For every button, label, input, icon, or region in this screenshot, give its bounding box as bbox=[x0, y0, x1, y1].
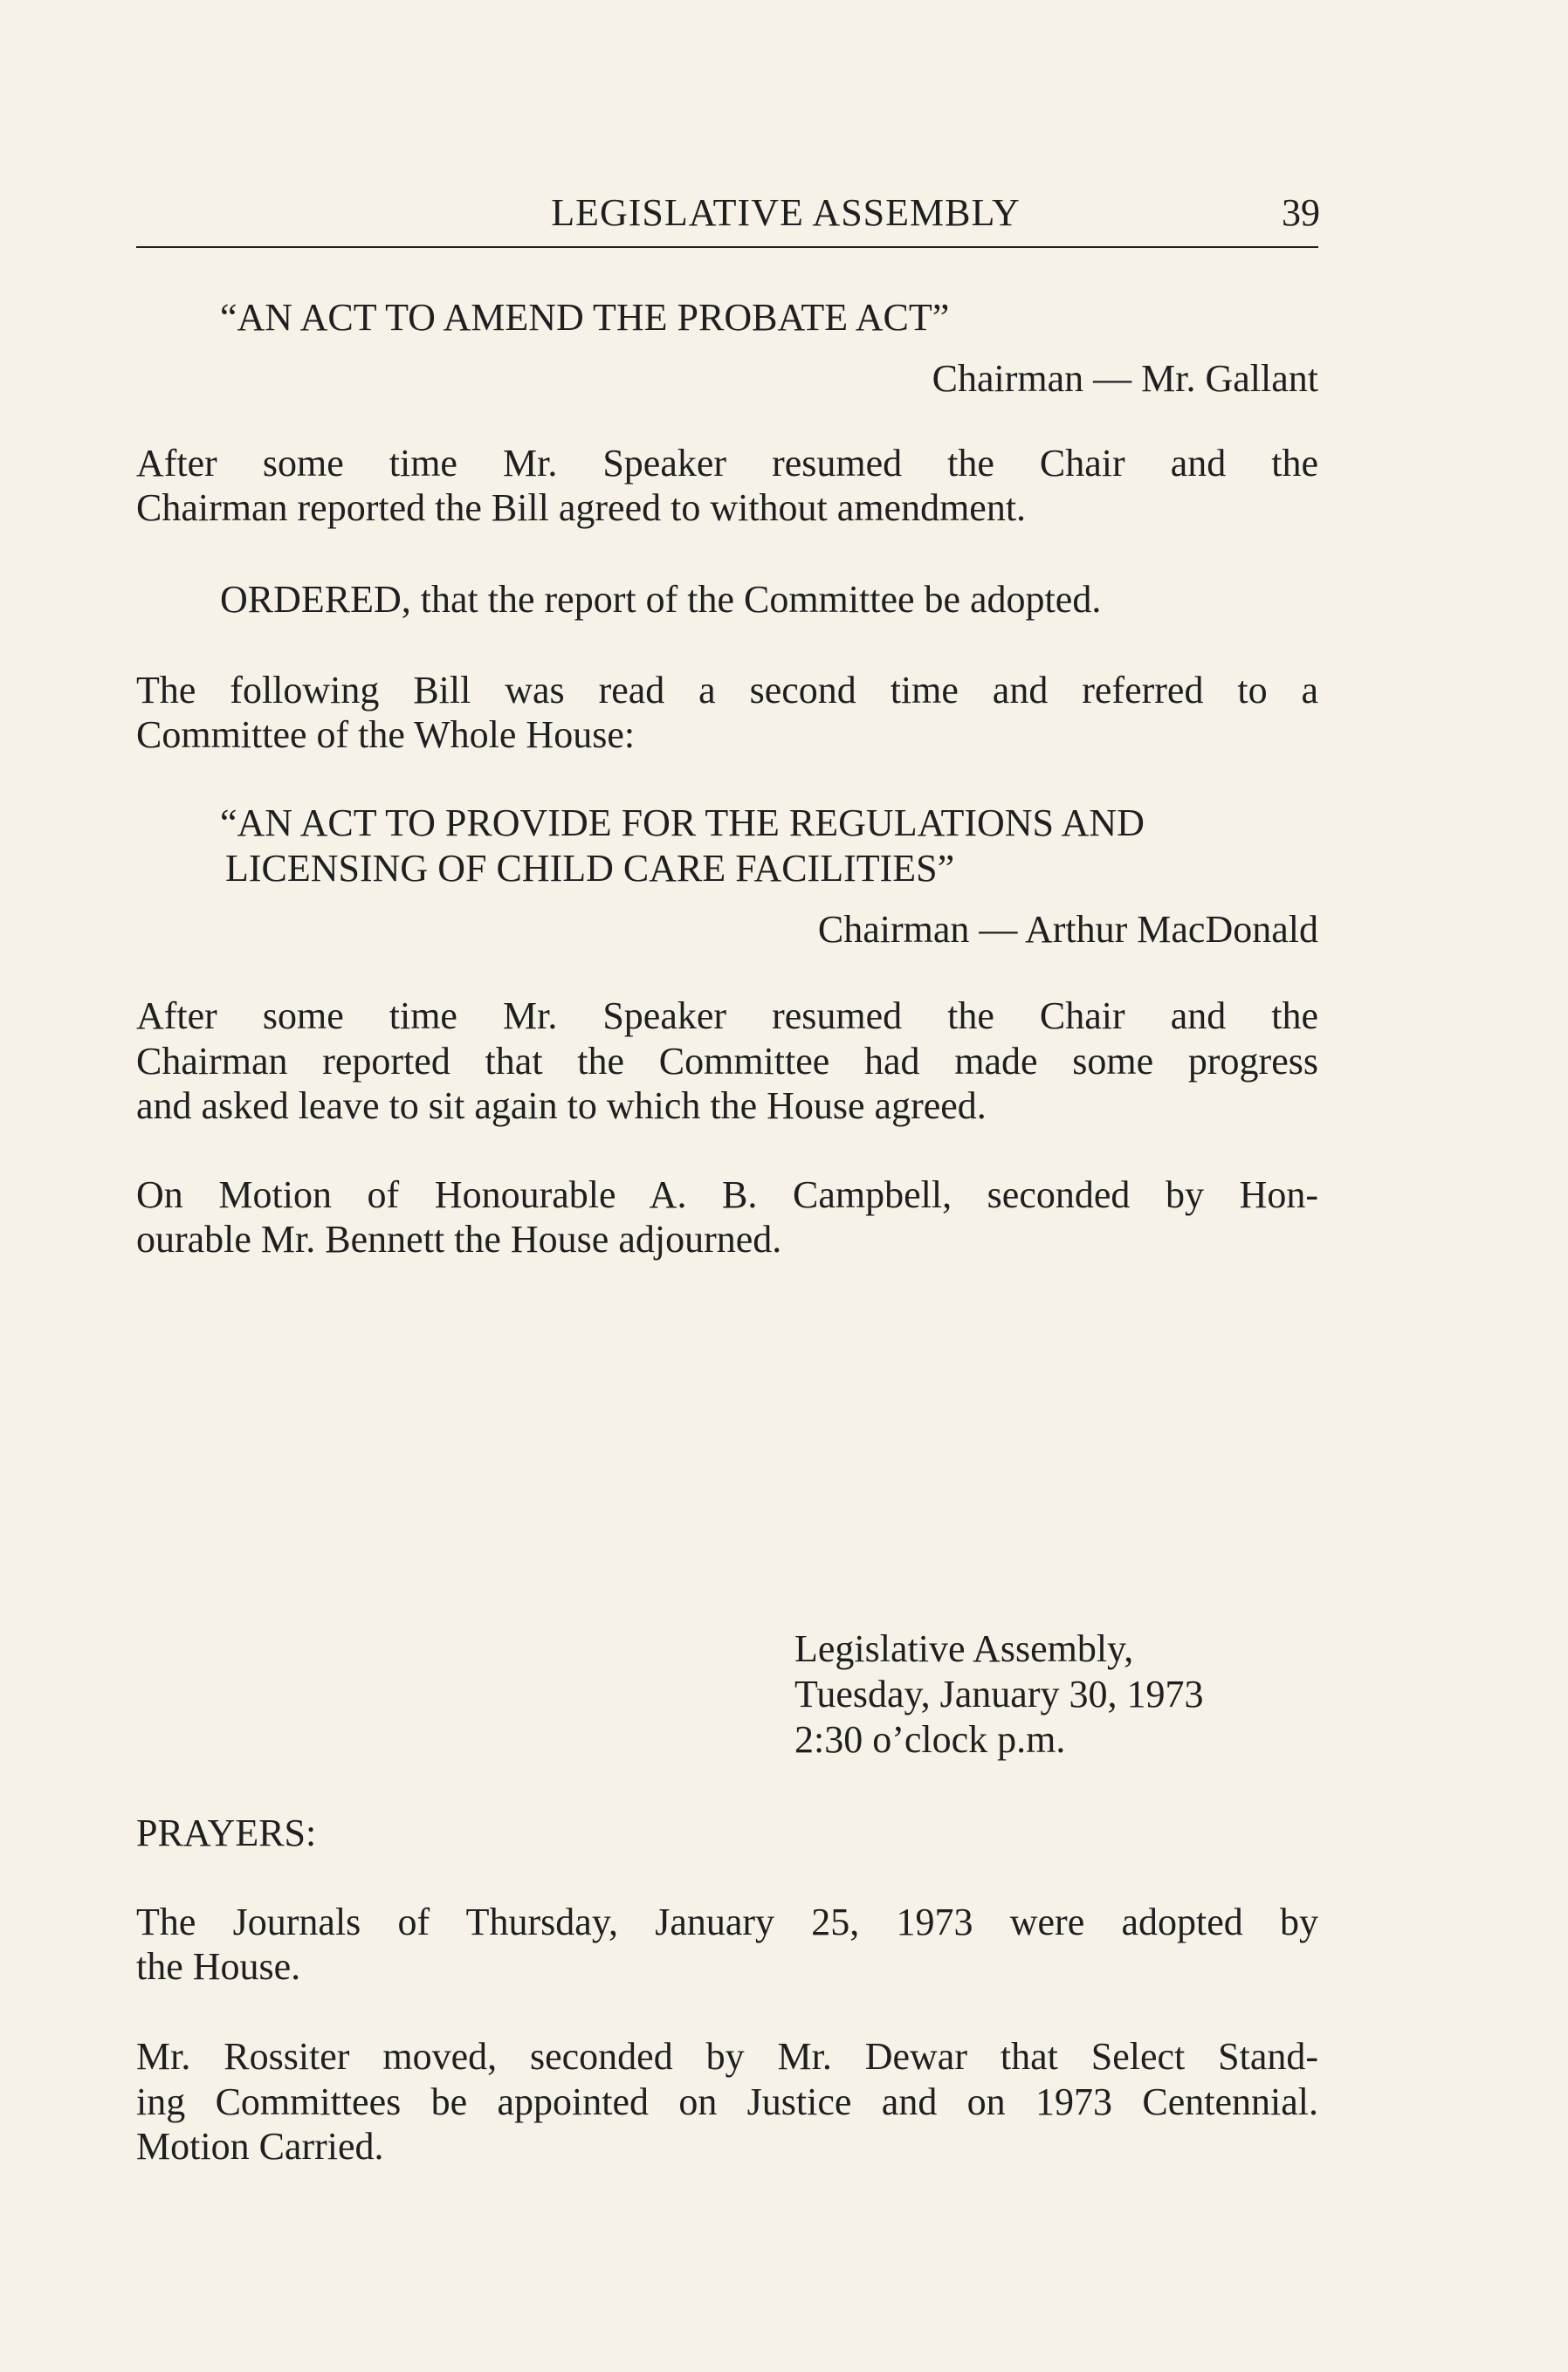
paragraph-second-reading-line2: Committee of the Whole House: bbox=[136, 713, 636, 756]
session-line3: 2:30 o’clock p.m. bbox=[794, 1718, 1066, 1761]
bill-title-child-care-line1: “AN ACT TO PROVIDE FOR THE REGULATIONS AND bbox=[220, 801, 1145, 844]
paragraph-journals-line1: The Journals of Thursday, January 25, 1973 were adopted by bbox=[136, 1901, 1318, 1943]
session-block bbox=[794, 1626, 1204, 1763]
paragraph-rossiter-line2: ing Committees be appointed on Justice and on 1973 Centennial. bbox=[136, 2080, 1318, 2123]
page-number: 39 bbox=[1282, 191, 1320, 234]
paragraph-speaker-resumed-1-line1: After some time Mr. Speaker resumed the Chair and the bbox=[136, 442, 1318, 485]
paragraph-second-reading-line1: The following Bill was read a second time and referred to a bbox=[136, 669, 1318, 712]
paragraph-speaker-resumed-2-line2: Chairman reported that the Committee had made some progress bbox=[136, 1040, 1318, 1083]
paragraph-speaker-resumed-2-line3: and asked leave to sit again to which the House agreed. bbox=[136, 1084, 987, 1127]
paragraph-motion-line1: On Motion of Honourable A. B. Campbell, seconded by Hon- bbox=[136, 1173, 1318, 1216]
session-line2: Tuesday, January 30, 1973 bbox=[794, 1673, 1204, 1715]
chairman-macdonald: Chairman — Arthur MacDonald bbox=[817, 908, 1318, 951]
paragraph-speaker-resumed-2-line1: After some time Mr. Speaker resumed the Chair and the bbox=[136, 994, 1318, 1037]
bill-title-probate-act: “AN ACT TO AMEND THE PROBATE ACT” bbox=[220, 296, 950, 339]
bill-title-child-care-line2: LICENSING OF CHILD CARE FACILITIES” bbox=[225, 847, 955, 890]
paragraph-ordered: ORDERED, that the report of the Committee be adopted. bbox=[220, 578, 1102, 621]
prayers-heading: PRAYERS: bbox=[136, 1812, 317, 1854]
paragraph-speaker-resumed-1-line2: Chairman reported the Bill agreed to without amendment. bbox=[136, 486, 1027, 529]
paragraph-rossiter-line3: Motion Carried. bbox=[136, 2125, 384, 2168]
paragraph-rossiter-line1: Mr. Rossiter moved, seconded by Mr. Dewar that Select Stand- bbox=[136, 2035, 1318, 2078]
session-line1: Legislative Assembly, bbox=[794, 1627, 1134, 1670]
chairman-gallant: Chairman — Mr. Gallant bbox=[932, 357, 1318, 400]
paragraph-motion-line2: ourable Mr. Bennett the House adjourned. bbox=[136, 1218, 782, 1261]
page-header-title: LEGISLATIVE ASSEMBLY bbox=[551, 191, 1021, 234]
header-rule bbox=[136, 246, 1318, 248]
paragraph-journals-line2: the House. bbox=[136, 1945, 301, 1988]
